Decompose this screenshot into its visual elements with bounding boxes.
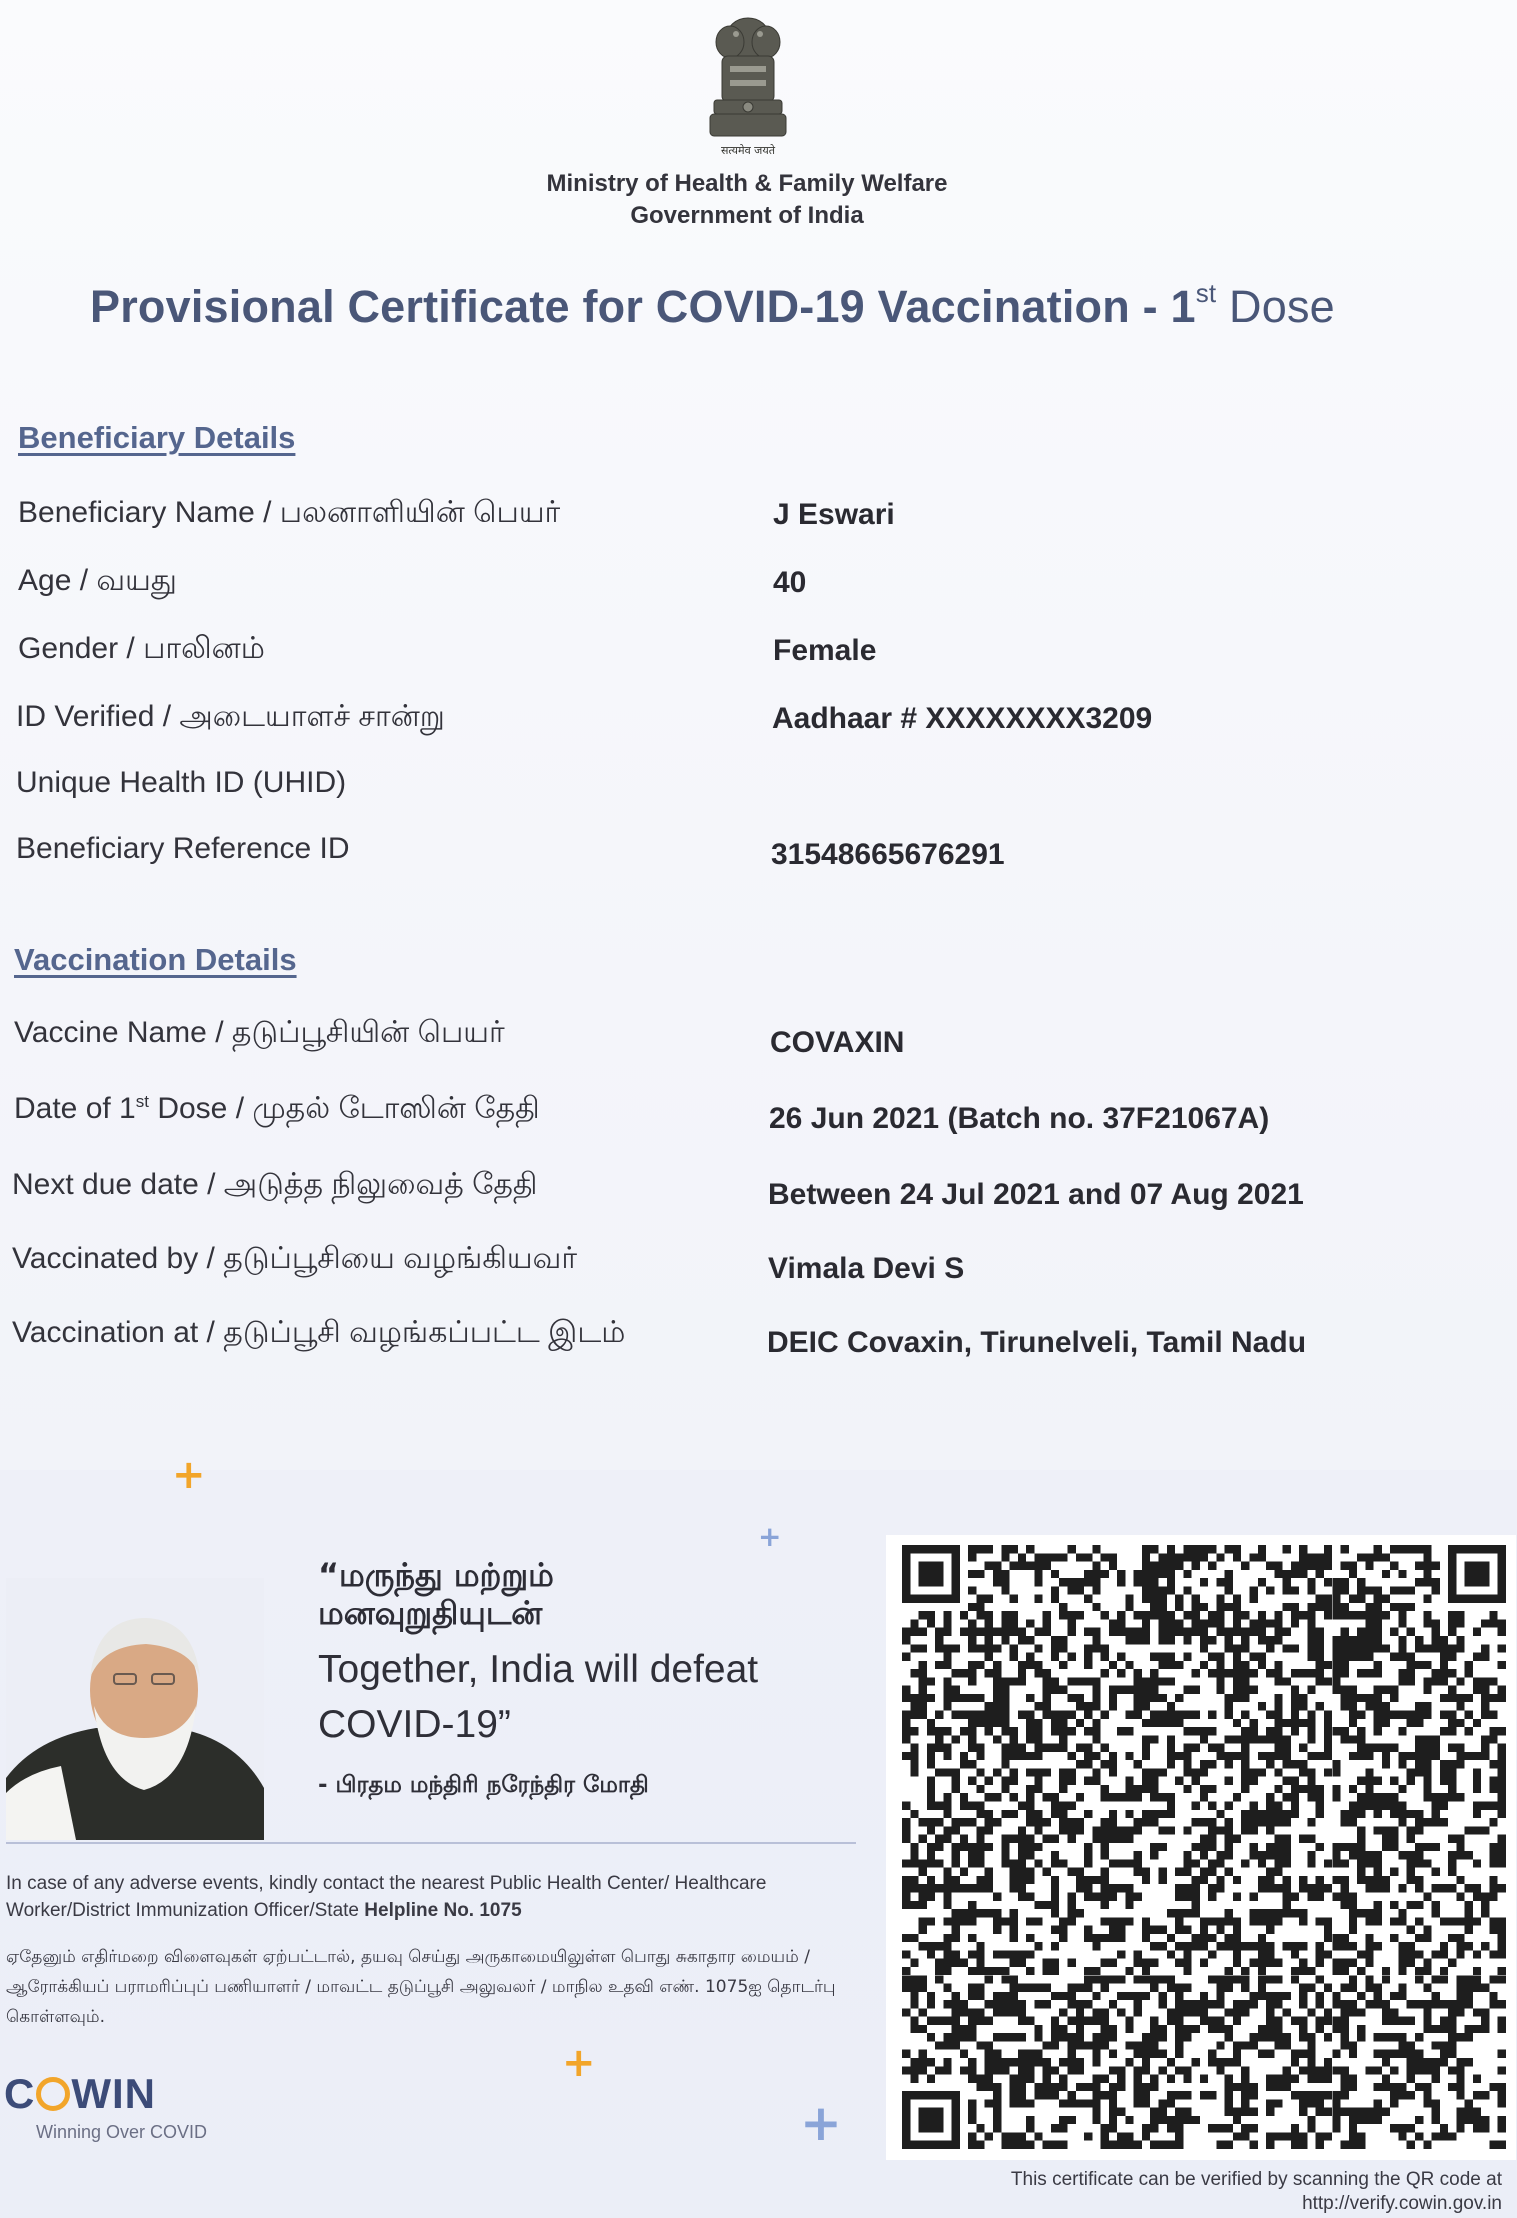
vaccination-row-vaccine-name	[0, 1016, 1500, 1066]
helpline-text: In case of any adverse events, kindly contact the nearest Public Health Center/ Healthcare Worker/District Immunization Officer/State	[6, 1873, 767, 1921]
quote-attribution: - பிரதம மந்திரி நரேந்திர மோதி	[318, 1772, 649, 1798]
row-value: Female	[773, 634, 877, 667]
plus-icon: +	[172, 1452, 206, 1498]
quote-tamil: “மருந்து மற்றும் மனவுறுதியுடன்	[318, 1556, 554, 1632]
cowin-logo-rest: WIN	[71, 2070, 156, 2117]
vaccination-details-heading: Vaccination Details	[14, 942, 297, 977]
row-value: 26 Jun 2021 (Batch no. 37F21067A)	[769, 1102, 1270, 1135]
title-main: Provisional Certificate for COVID-19 Vaccination - 1	[90, 281, 1196, 332]
cowin-logo-c: C	[4, 2070, 36, 2117]
helpline-english	[6, 1870, 866, 1924]
cowin-plus-icon	[36, 2077, 70, 2111]
row-label	[14, 1092, 540, 1130]
row-value: J Eswari	[773, 498, 895, 531]
qr-modules	[902, 1545, 1506, 2149]
beneficiary-row-id-verified	[0, 700, 1500, 750]
verification-note	[880, 2168, 1502, 2216]
beneficiary-row-reference-id	[0, 832, 1500, 882]
beneficiary-row-uhid	[0, 766, 1500, 816]
cowin-logo	[4, 2070, 156, 2118]
row-label: Vaccine Name / தடுப்பூசியின் பெயர்	[14, 1016, 505, 1049]
row-value: 31548665676291	[771, 838, 1005, 871]
certificate-title	[90, 278, 1335, 333]
row-value: Vimala Devi S	[768, 1252, 965, 1285]
vaccination-row-next-due-date	[0, 1168, 1500, 1218]
vaccination-row-vaccination-at	[0, 1316, 1500, 1366]
row-label: Next due date / அடுத்த நிலுவைத் தேதி	[12, 1168, 538, 1201]
verification-line-1: This certificate can be verified by scanning the QR code at	[1010, 2169, 1502, 2190]
beneficiary-details-heading: Beneficiary Details	[18, 420, 296, 455]
row-label: Vaccinated by / தடுப்பூசியை வழங்கியவர்	[12, 1242, 578, 1275]
row-label: Beneficiary Name / பலனாளியின் பெயர்	[18, 496, 561, 529]
row-label: Age / வயது	[18, 564, 177, 597]
row-label: Unique Health ID (UHID)	[16, 766, 347, 799]
row-label: Beneficiary Reference ID	[16, 832, 350, 865]
beneficiary-row-name	[0, 496, 1500, 546]
helpline-tamil: ஏதேனும் எதிர்மறை விளைவுகள் ஏற்பட்டால், தயவு செய்து அருகாமையிலுள்ள பொது சுகாதார மையம் / ஆரோக்கியப் பராமரிப்புப் பணியாளர் / மாவட்ட தடுப்பூசி அலுவலர் / மாநில உதவி எண். 1075ஐ தொடர்பு கொள்ளவும்.	[6, 1947, 836, 2027]
row-value: COVAXIN	[770, 1026, 905, 1059]
plus-icon: +	[562, 2040, 596, 2086]
row-value: 40	[773, 566, 807, 599]
title-dose: Dose	[1216, 281, 1335, 332]
footer-divider	[6, 1842, 856, 1844]
ministry-line-1: Ministry of Health & Family Welfare	[546, 170, 948, 197]
cowin-tagline: Winning Over COVID	[36, 2122, 208, 2142]
row-value: Between 24 Jul 2021 and 07 Aug 2021	[768, 1178, 1304, 1211]
ministry-heading	[0, 168, 1494, 232]
title-superscript: st	[1195, 278, 1217, 308]
verification-url: http://verify.cowin.gov.in	[1302, 2193, 1502, 2214]
row-label: Gender / பாலினம்	[18, 632, 265, 665]
national-emblem-icon	[700, 8, 796, 158]
helpline-number: Helpline No. 1075	[364, 1900, 522, 1921]
beneficiary-row-age	[0, 564, 1500, 614]
plus-icon: +	[758, 1520, 782, 1553]
row-label: Vaccination at / தடுப்பூசி வழங்கப்பட்ட இடம்	[12, 1316, 626, 1349]
qr-code	[902, 1545, 1506, 2149]
prime-minister-photo	[6, 1578, 264, 1840]
vaccination-row-first-dose-date	[0, 1092, 1500, 1142]
row-value: DEIC Covaxin, Tirunelveli, Tamil Nadu	[767, 1326, 1307, 1359]
beneficiary-row-gender	[0, 632, 1500, 682]
label-post: Dose / முதல் டோஸின் தேதி	[148, 1092, 540, 1125]
label-pre: Date of 1	[14, 1092, 136, 1125]
row-value: Aadhaar # XXXXXXXX3209	[772, 702, 1153, 735]
quote-english: Together, India will defeat COVID-19”	[318, 1648, 759, 1746]
label-sup: st	[135, 1092, 149, 1111]
plus-icon: +	[800, 2094, 842, 2152]
row-label: ID Verified / அடையாளச் சான்று	[16, 700, 445, 733]
qr-code-panel	[886, 1535, 1516, 2160]
emblem-motto: सत्यमेव जयते	[720, 144, 776, 157]
vaccination-row-vaccinated-by	[0, 1242, 1500, 1292]
ministry-line-2: Government of India	[630, 202, 864, 229]
